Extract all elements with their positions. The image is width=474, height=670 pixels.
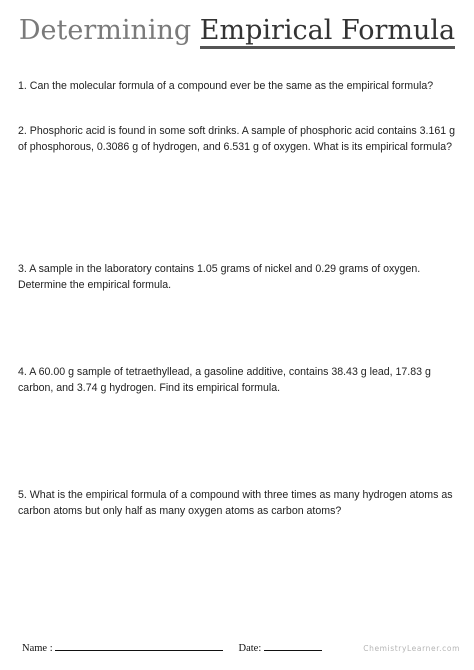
question-text: What is the empirical formula of a compound with three times as many hydrogen atoms as carbon atoms but only half as many oxygen atoms as carbon atoms? <box>18 489 453 517</box>
question-number: 1. <box>18 80 27 92</box>
question-text: Phosphoric acid is found in some soft drinks. A sample of phosphoric acid contains 3.161 g of phosphorous, 0.3086 g of hydrogen, and 6.531 g of oxygen. What is its empirical formula? <box>18 125 455 153</box>
question-2 <box>18 124 458 155</box>
question-1 <box>18 79 458 95</box>
question-text: Can the molecular formula of a compound ever be the same as the empirical formula? <box>29 80 434 92</box>
title-part-empirical-formula: Empirical Formula <box>199 15 456 46</box>
date-label: Date: <box>238 643 262 654</box>
question-number: 5. <box>18 489 27 501</box>
brand-logo-text: ChemistryLearner.com <box>363 644 460 653</box>
name-field-line[interactable] <box>55 641 223 651</box>
question-3 <box>18 262 458 293</box>
date-field-line[interactable] <box>264 641 322 651</box>
title-part-determining: Determining <box>18 15 192 46</box>
question-text: A 60.00 g sample of tetraethyllead, a gasoline additive, contains 38.43 g lead, 17.83 g carbon, and 3.74 g hydrogen. Find its empirical formula. <box>18 366 431 394</box>
question-5 <box>18 488 458 519</box>
question-number: 3. <box>18 263 27 275</box>
question-number: 4. <box>18 366 27 378</box>
name-label: Name : <box>22 643 53 654</box>
question-text: A sample in the laboratory contains 1.05 grams of nickel and 0.29 grams of oxygen. Determine the empirical formula. <box>18 263 421 291</box>
question-4 <box>18 365 458 396</box>
worksheet-title <box>0 14 474 48</box>
footer-fields <box>22 641 322 656</box>
question-number: 2. <box>18 125 27 137</box>
